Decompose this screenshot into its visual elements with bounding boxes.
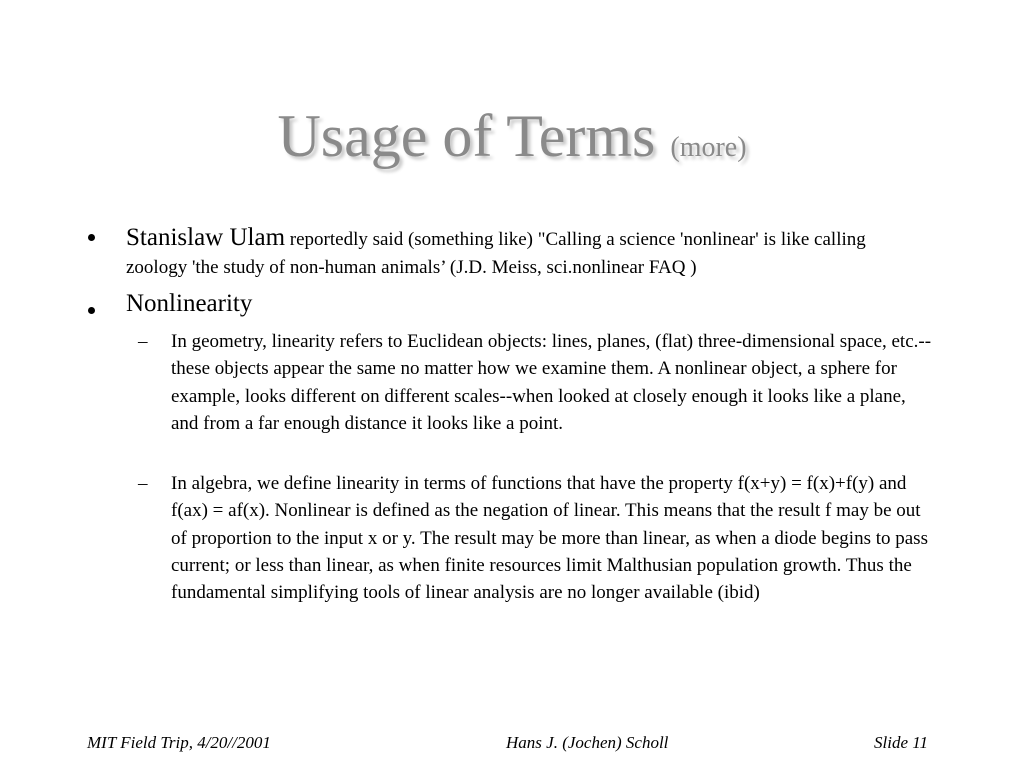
sub-item-geometry (138, 328, 936, 437)
sub-item-dash: – (138, 331, 148, 352)
sub-item-dash: – (138, 473, 148, 494)
bullet-dot-icon (88, 234, 95, 241)
bullet-text: reportedly said (something like) "Calling a science 'nonlinear' is like calling zoology 'the study of non-human animals’ (J.D. Meiss, sci.nonlinear FAQ ) (126, 229, 866, 278)
footer-slide-number: Slide 11 (874, 733, 928, 752)
footer-event: MIT Field Trip, 4/20//2001 (87, 733, 271, 752)
bullet-item-nonlinearity (126, 290, 926, 320)
sub-item-text: In geometry, linearity refers to Euclidean objects: lines, planes, (flat) three-dimensional space, etc.--these objects appear the same no matter how we examine them. A nonlinear object, a sphere for example, looks different on different scales--when looked at closely enough it looks like a plane, and from a far enough distance it looks like a point. (171, 331, 932, 434)
slide-title (0, 103, 1024, 169)
sub-item-text: In algebra, we define linearity in terms of functions that have the property f(x+y) = f(x)+f(y) and f(ax) = af(x). Nonlinear is defined as the negation of linear. This means that the result f may be out of proportion to the input x or y. The result may be more than linear, as when a diode begins to pass current; or less than linear, as when finite resources limit Malthusian population growth. Thus the fundamental simplifying tools of linear analysis are no longer available (ibid) (171, 473, 928, 604)
slide-title-sub: (more) (670, 132, 747, 163)
bullet-lead: Stanislaw Ulam (126, 224, 286, 251)
sub-item-algebra (138, 470, 936, 606)
slide-title-main: Usage of Terms (277, 103, 656, 169)
bullet-lead: Nonlinearity (126, 290, 253, 317)
footer-author: Hans J. (Jochen) Scholl (506, 733, 669, 752)
bullet-dot-icon (88, 307, 95, 314)
bullet-item-ulam (126, 224, 926, 282)
